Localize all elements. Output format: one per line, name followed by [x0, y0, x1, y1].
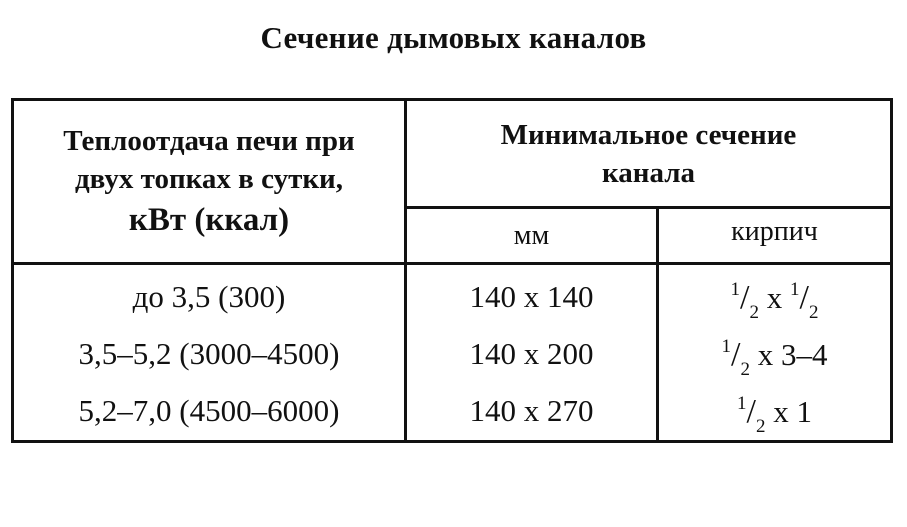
row-2-brick-mid: х 3–4 [749, 337, 828, 372]
header-divider [11, 262, 893, 265]
row-2-power: 3,5–5,2 (3000–4500) [78, 336, 340, 371]
row-2-brick-num: 1 [721, 336, 732, 357]
row-1-brick-slash: / [740, 279, 750, 316]
row-3-mm: 140 х 270 [469, 393, 594, 428]
header-heat-output [14, 101, 404, 262]
row-2-brick-den: 2 [740, 359, 750, 380]
header-min-section-line2: канала [601, 156, 695, 189]
row-3-brick [659, 393, 890, 438]
header-heat-output-line1: Теплоотдача печи при [63, 124, 355, 157]
subheader-brick: кирпич [731, 215, 818, 247]
row-1-power: до 3,5 (300) [132, 279, 286, 314]
row-3-brick-slash: / [746, 393, 756, 430]
header-min-section [407, 101, 890, 206]
row-1-brick-den2: 2 [808, 302, 819, 323]
row-1-brick-num2: 1 [790, 279, 800, 300]
row-1-brick-mid: х [759, 280, 790, 315]
row-1-brick-fraction [730, 279, 759, 323]
row-1-brick [659, 279, 890, 324]
header-heat-output-line2: двух топках в сутки, [75, 162, 343, 195]
row-1-brick-slash2: / [799, 279, 809, 316]
row-1-brick-num: 1 [730, 279, 741, 300]
header-min-section-line1: Минимальное сечение [500, 118, 797, 151]
row-1-brick-den: 2 [749, 302, 759, 323]
row-2-brick-slash: / [731, 336, 741, 373]
row-3-brick-den: 2 [755, 416, 766, 437]
row-3-brick-fraction [737, 393, 766, 437]
page-title: Сечение дымовых каналов [260, 20, 647, 55]
subheader-mm: мм [513, 219, 550, 251]
row-3-power: 5,2–7,0 (4500–6000) [78, 393, 340, 428]
row-3-brick-mid: х 1 [765, 394, 812, 429]
row-1-mm: 140 х 140 [469, 279, 594, 314]
row-2-brick [659, 336, 890, 381]
row-3-brick-num: 1 [737, 393, 747, 414]
header-heat-output-units: кВт (ккал) [128, 201, 290, 238]
row-2-mm: 140 х 200 [469, 336, 594, 371]
row-2-brick-fraction [721, 336, 750, 380]
row-1-brick-fraction-2 [790, 279, 819, 323]
